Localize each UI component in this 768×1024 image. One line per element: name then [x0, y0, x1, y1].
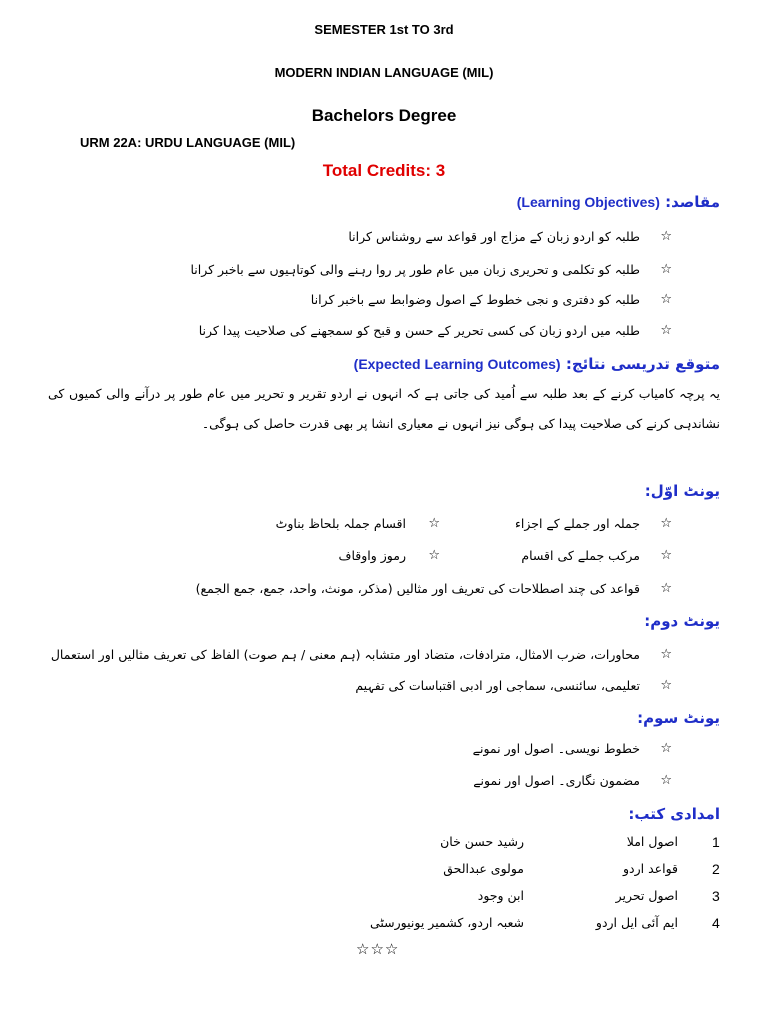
- book-number: 4: [712, 915, 720, 931]
- objective-item: طلبہ کو دفتری و نجی خطوط کے اصول وضوابط سے باخبر کرانا: [310, 292, 640, 307]
- star-icon: ☆: [660, 647, 672, 662]
- star-icon: ☆: [660, 323, 672, 338]
- outcomes-text: یہ پرچہ کامیاب کرنے کے بعد طلبہ سے اُمید کی جاتی ہے کہ انہوں نے اردو تقریر و تحریر میں عام طور پر درآنے والی کمیوں کی نشاندہی کرنے کی صلاحیت پیدا کی ہوگی نیز انہوں نے معیاری انشا پر بھی قدرت حاصل کی ہوگی۔: [48, 386, 720, 431]
- objective-item: طلبہ کو اردو زبان کے مزاج اور قواعد سے روشناس کرانا: [348, 229, 640, 244]
- degree-title: Bachelors Degree: [311, 106, 457, 125]
- objectives-heading-urdu: مقاصد:: [665, 193, 720, 211]
- book-title: اصول تحریر: [615, 888, 678, 903]
- unit3-heading: یونٹ سوم:: [637, 709, 720, 727]
- unit1-item: اقسام جملہ بلحاظ بناوٹ: [275, 516, 406, 531]
- book-author: ابن وجود: [477, 888, 524, 903]
- books-heading: امدادی کتب:: [628, 805, 720, 823]
- book-title: ایم آئی ایل اردو: [595, 915, 678, 930]
- objective-item: طلبہ میں اردو زبان کی کسی تحریر کے حسن و قبح کو سمجھنے کی صلاحیت پیدا کرنا: [198, 323, 640, 338]
- star-icon: ☆: [660, 678, 672, 693]
- book-author: رشید حسن خان: [440, 834, 524, 849]
- outcomes-heading-urdu: متوقع تدریسی نتائج:: [565, 355, 720, 373]
- star-icon: ☆: [660, 741, 672, 756]
- star-icon: ☆: [660, 516, 672, 531]
- book-title: قواعد اردو: [622, 861, 678, 876]
- star-icon: ☆: [660, 262, 672, 277]
- semester-line: SEMESTER 1st TO 3rd: [314, 22, 454, 37]
- unit1-item: قواعد کی چند اصطلاحات کی تعریف اور مثالیں (مذکر، مونث، واحد، جمع، جمع الجمع): [195, 581, 640, 596]
- total-credits: Total Credits: 3: [322, 161, 446, 180]
- unit3-item: خطوط نویسی۔ اصول اور نمونے: [472, 741, 640, 756]
- unit2-heading: یونٹ دوم:: [644, 612, 720, 630]
- star-icon: ☆: [428, 516, 440, 531]
- course-code: URM 22A: URDU LANGUAGE (MIL): [80, 135, 296, 150]
- unit1-item: رموز واوقاف: [338, 548, 406, 563]
- star-icon: ☆: [660, 292, 672, 307]
- outcomes-heading-en: (Expected Learning Outcomes): [353, 356, 561, 372]
- mil-line: MODERN INDIAN LANGUAGE (MIL): [274, 65, 494, 80]
- book-author: شعبہ اردو، کشمیر یونیورسٹی: [369, 915, 524, 930]
- unit1-heading: یونٹ اوّل:: [644, 482, 720, 500]
- unit2-item: تعلیمی، سائنسی، سماجی اور ادبی اقتباسات کی تفہیم: [355, 678, 640, 693]
- objectives-heading-en: (Learning Objectives): [516, 194, 660, 210]
- book-title: اصول املا: [626, 834, 678, 849]
- star-icon: ☆: [660, 581, 672, 596]
- book-number: 1: [712, 834, 720, 850]
- outcomes-heading: [354, 355, 720, 373]
- book-number: 3: [712, 888, 720, 904]
- star-icon: ☆: [428, 548, 440, 563]
- star-icon: ☆: [660, 229, 672, 244]
- unit1-item: مرکب جملے کی اقسام: [521, 548, 640, 563]
- objective-item: طلبہ کو تکلمی و تحریری زبان میں عام طور پر روا رہنے والی کوتاہیوں سے باخبر کرانا: [190, 262, 640, 277]
- objectives-heading: [517, 193, 720, 211]
- unit1-item: جملہ اور جملے کے اجزاء: [515, 516, 640, 531]
- unit2-item: محاورات، ضرب الامثال، مترادفات، متضاد اور متشابہ (ہم معنی / ہم صوت) الفاظ کی تعریف مثالیں اور استعمال: [50, 647, 640, 662]
- star-icon: ☆: [660, 548, 672, 563]
- book-number: 2: [712, 861, 720, 877]
- book-author: مولوی عبدالحق: [443, 861, 524, 876]
- star-icon: ☆: [660, 773, 672, 788]
- unit3-item: مضمون نگاری۔ اصول اور نمونے: [473, 773, 640, 788]
- footer-stars-icon: ☆☆☆: [356, 940, 400, 958]
